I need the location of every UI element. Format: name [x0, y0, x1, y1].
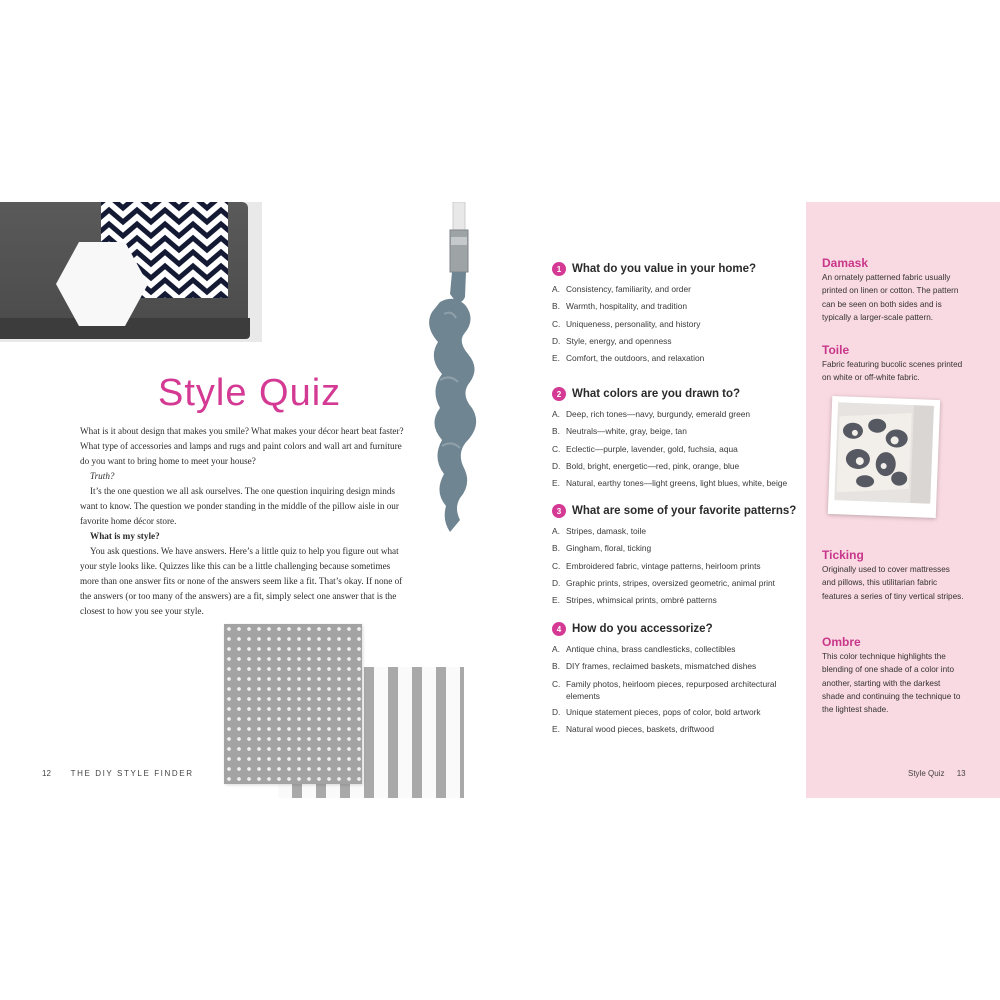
answer-option: D. Unique statement pieces, pops of color, bold artwork	[552, 706, 761, 717]
intro-text	[80, 424, 406, 619]
answer-option: D. Style, energy, and openness	[552, 335, 672, 346]
term-definition: Fabric featuring bucolic scenes printed on white or off-white fabric.	[822, 360, 963, 383]
answer-option: A. Consistency, familiarity, and order	[552, 284, 691, 294]
answer-option: D. Bold, bright, energetic—red, pink, orange, blue	[552, 460, 740, 471]
left-page	[0, 202, 500, 798]
left-folio	[42, 769, 194, 778]
right-folio	[908, 769, 966, 778]
term-title: Ticking	[822, 548, 864, 562]
answer-option: A. Deep, rich tones—navy, burgundy, emerald green	[552, 409, 751, 419]
question-text: What colors are you drawn to?	[572, 388, 741, 400]
answer-option: B. Warmth, hospitality, and tradition	[552, 301, 688, 312]
running-head: THE DIY STYLE FINDER	[70, 769, 194, 778]
answer-option: E. Comfort, the outdoors, and relaxation	[552, 353, 705, 364]
page-number: 13	[956, 769, 966, 778]
answer-option: C. Embroidered fabric, vintage patterns, heirloom prints	[552, 560, 761, 571]
answer-option: C. Family photos, heirloom pieces, repurposed architectural elements	[552, 678, 777, 701]
question-number-badge: 2	[552, 387, 566, 401]
answer-option: D. Graphic prints, stripes, oversized geometric, animal print	[552, 577, 775, 588]
toile-image	[834, 402, 934, 504]
answer-option: B. Neutrals—white, gray, beige, tan	[552, 426, 687, 437]
intro-subheading: What is my style?	[90, 531, 160, 541]
glossary-term	[822, 548, 964, 603]
question-number-badge: 3	[552, 504, 566, 518]
term-definition: Originally used to cover mattresses and pillows, this utilitarian fabric features a series of tiny vertical stripes.	[822, 565, 964, 601]
question-number-badge: 1	[552, 262, 566, 276]
polka-dot-fabric-swatch	[224, 624, 362, 784]
intro-paragraph: You ask questions. We have answers. Here’s a little quiz to help you figure out what your style looks like. Quizzes like this can be a little challenging because sometimes more than one answer fits or none of the answers seem like a fit. That’s okay. If none of the answers (or too many of the answers) are a fit, simply select one answer that is the closest to how you see your style.	[80, 546, 403, 616]
quiz-question	[552, 387, 812, 492]
quiz-question	[552, 504, 812, 609]
answer-option: E. Natural, earthy tones—light greens, light blues, white, beige	[552, 478, 788, 489]
answer-option: C. Uniqueness, personality, and history	[552, 318, 701, 329]
intro-truth: Truth?	[90, 471, 115, 481]
running-head: Style Quiz	[908, 769, 945, 778]
term-title: Damask	[822, 256, 869, 270]
term-definition: This color technique highlights the blending of one shade of a color into another, starting with the darkest shade and continuing the technique to the lightest shade.	[822, 652, 961, 715]
glossary-sidebar	[806, 202, 1000, 798]
answer-option: C. Eclectic—purple, lavender, gold, fuchsia, aqua	[552, 443, 738, 454]
answer-option: E. Stripes, whimsical prints, ombré patterns	[552, 595, 717, 606]
intro-paragraph: It’s the one question we all ask ourselves. The one question inquiring design minds want to know. The question we ponder standing in the middle of the pillow aisle in our favorite home décor store.	[80, 486, 399, 526]
intro-paragraph: What is it about design that makes you smile? What makes your décor heart beat faster? What type of accessories and lamps and rugs and paint colors and wall art and furniture do you want to bring home to meet your house?	[80, 426, 404, 466]
question-number-badge: 4	[552, 622, 566, 636]
term-definition: An ornately patterned fabric usually printed on linen or cotton. The pattern can be seen on both sides and is typically a larger-scale pattern.	[822, 273, 959, 322]
glossary-term	[822, 256, 964, 324]
answer-option: E. Natural wood pieces, baskets, driftwood	[552, 723, 715, 734]
page-number: 12	[42, 769, 51, 778]
paint-brush-stroke	[410, 202, 500, 542]
glossary-term	[822, 343, 964, 385]
right-page	[500, 202, 1000, 798]
glossary-term	[822, 635, 964, 716]
question-text: What do you value in your home?	[572, 263, 757, 275]
answer-option: A. Antique china, brass candlesticks, collectibles	[552, 644, 736, 654]
quiz-question	[552, 622, 812, 738]
toile-lampshade-photo	[828, 396, 940, 518]
quiz-question	[552, 262, 812, 367]
book-spread	[0, 202, 1000, 798]
term-title: Ombre	[822, 635, 861, 649]
answer-option: B. Gingham, floral, ticking	[552, 543, 652, 554]
question-text: How do you accessorize?	[572, 623, 713, 635]
answer-option: A. Stripes, damask, toile	[552, 526, 647, 536]
question-text: What are some of your favorite patterns?	[572, 505, 797, 517]
answer-option: B. DIY frames, reclaimed baskets, mismatched dishes	[552, 661, 757, 672]
chevron-board-photo	[0, 202, 262, 342]
term-title: Toile	[822, 343, 850, 357]
page-title: Style Quiz	[158, 372, 342, 414]
